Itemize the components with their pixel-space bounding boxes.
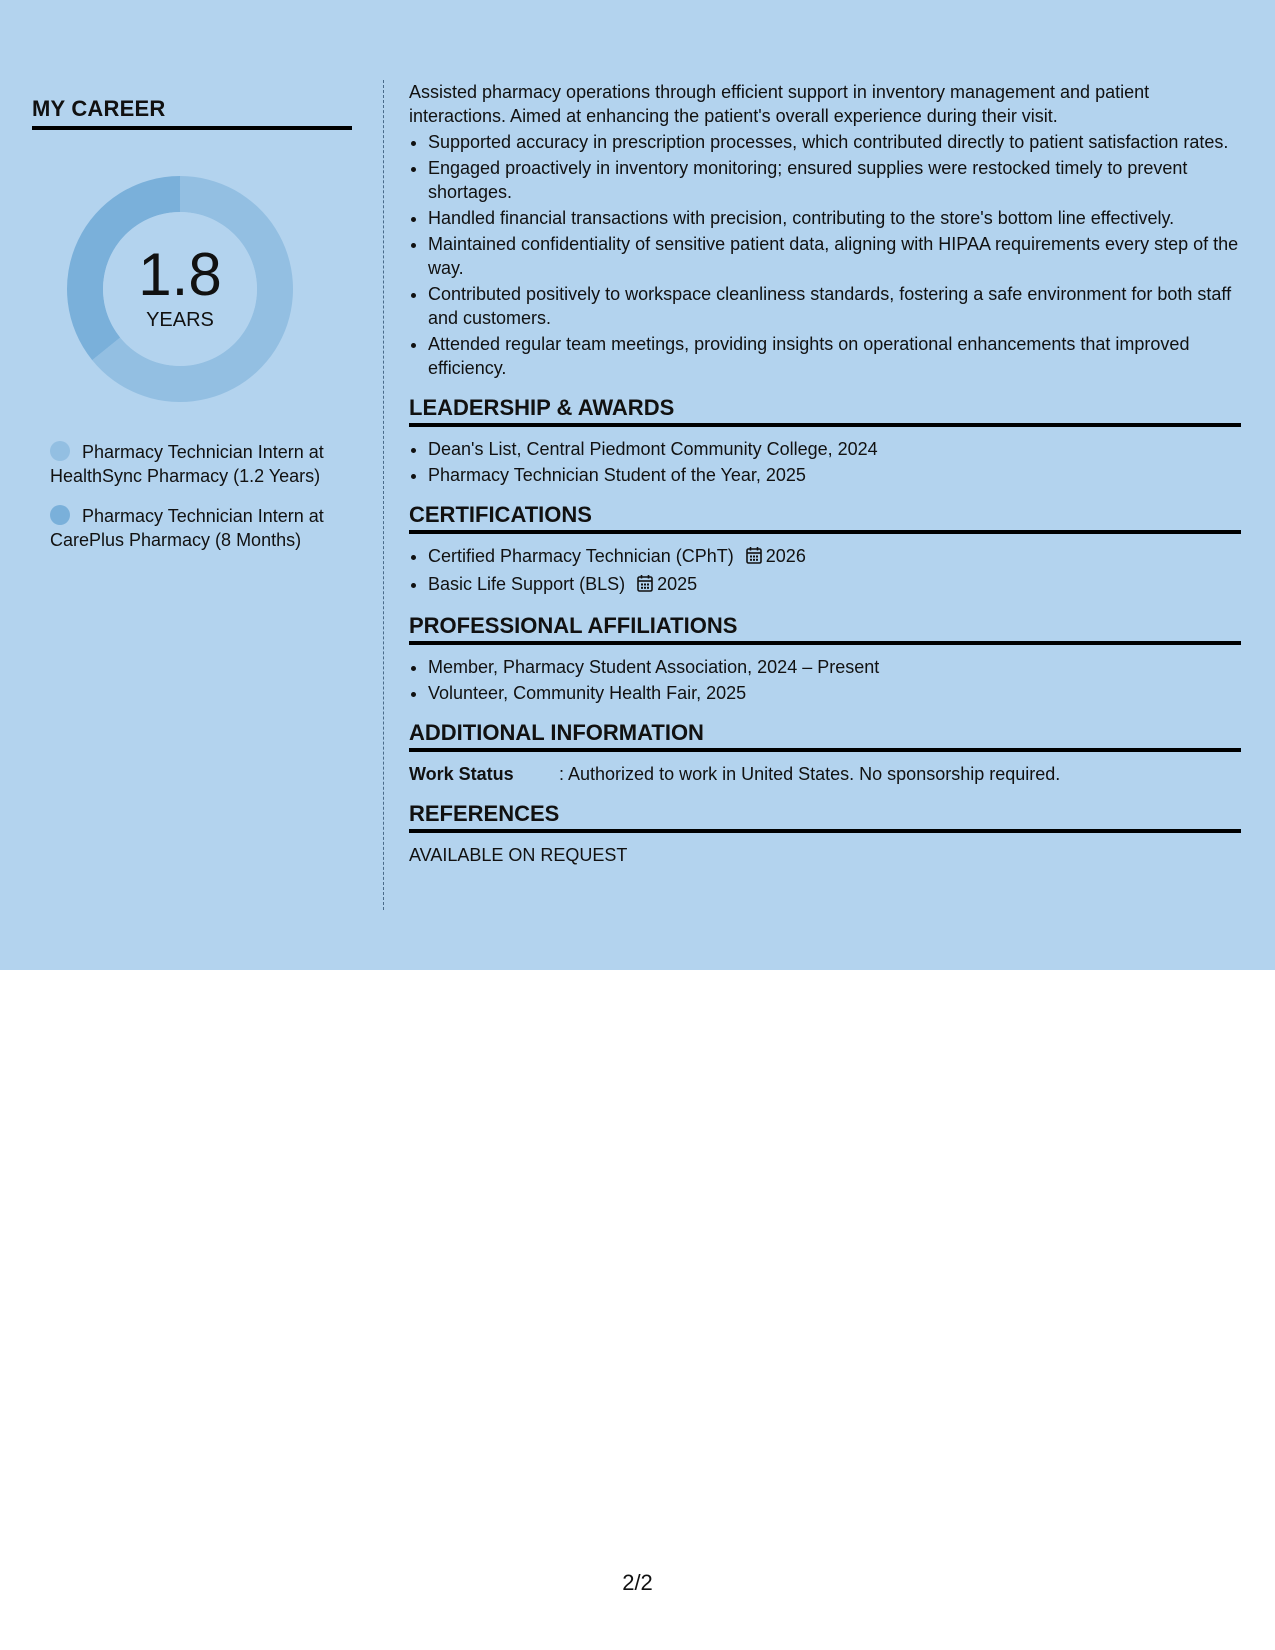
list-item: • Volunteer, Community Health Fair, 2025	[428, 681, 1241, 705]
column-divider	[383, 80, 384, 910]
list-item: • Supported accuracy in prescription processes, which contributed directly to patient satisfaction rates.	[428, 130, 1241, 154]
legend-item	[50, 504, 330, 552]
main-column	[409, 80, 1241, 867]
legend-dot	[50, 441, 70, 461]
legend-label: Pharmacy Technician Intern at CarePlus Pharmacy (8 Months)	[50, 506, 324, 550]
leadership-list	[409, 437, 1241, 487]
certification-name: Certified Pharmacy Technician (CPhT)	[428, 546, 734, 566]
certification-item	[428, 544, 1241, 570]
list-item: • Dean's List, Central Piedmont Community College, 2024	[428, 437, 1241, 461]
references-heading: REFERENCES	[409, 802, 1241, 833]
list-item: • Attended regular team meetings, providing insights on operational enhancements that improved efficiency.	[428, 332, 1241, 380]
certification-item	[428, 572, 1241, 598]
work-status-value: : Authorized to work in United States. No sponsorship required.	[559, 764, 1061, 784]
total-years-value: 1.8	[138, 240, 222, 308]
affiliations-list	[409, 655, 1241, 705]
references-text: AVAILABLE ON REQUEST	[409, 845, 628, 865]
work-status-row	[409, 762, 1241, 786]
page-number: 2/2	[622, 1570, 653, 1595]
list-item: • Contributed positively to workspace cleanliness standards, fostering a safe environment for both staff and customers.	[428, 282, 1241, 330]
career-column	[32, 96, 352, 568]
career-heading: MY CAREER	[32, 96, 352, 130]
list-item: • Engaged proactively in inventory monitoring; ensured supplies were restocked timely to prevent shortages.	[428, 156, 1241, 204]
legend-label: Pharmacy Technician Intern at HealthSync Pharmacy (1.2 Years)	[50, 442, 324, 486]
experience-bullets	[409, 130, 1241, 380]
career-legend	[50, 440, 330, 552]
legend-dot	[50, 505, 70, 525]
list-item: • Pharmacy Technician Student of the Year, 2025	[428, 463, 1241, 487]
list-item: • Maintained confidentiality of sensitive patient data, aligning with HIPAA requirements every step of the way.	[428, 232, 1241, 280]
calendar-icon	[746, 546, 762, 570]
affiliations-heading: PROFESSIONAL AFFILIATIONS	[409, 614, 1241, 645]
leadership-heading: LEADERSHIP & AWARDS	[409, 396, 1241, 427]
list-item: • Handled financial transactions with precision, contributing to the store's bottom line effectively.	[428, 206, 1241, 230]
certification-year: 2025	[657, 574, 698, 594]
calendar-icon	[637, 574, 653, 598]
certification-name: Basic Life Support (BLS)	[428, 574, 626, 594]
certifications-heading: CERTIFICATIONS	[409, 503, 1241, 534]
work-status-label: Work Status	[409, 764, 514, 784]
list-item: • Member, Pharmacy Student Association, 2024 – Present	[428, 655, 1241, 679]
legend-item	[50, 440, 330, 488]
certifications-list	[409, 544, 1241, 598]
certification-year: 2026	[765, 546, 806, 566]
total-years-unit: YEARS	[146, 308, 214, 331]
experience-summary: Assisted pharmacy operations through efficient support in inventory management and patient interactions. Aimed at enhancing the patient's overall experience during their visit.	[409, 82, 1150, 126]
career-donut-chart	[65, 174, 295, 404]
additional-info-heading: ADDITIONAL INFORMATION	[409, 721, 1241, 752]
donut-center	[65, 174, 295, 404]
